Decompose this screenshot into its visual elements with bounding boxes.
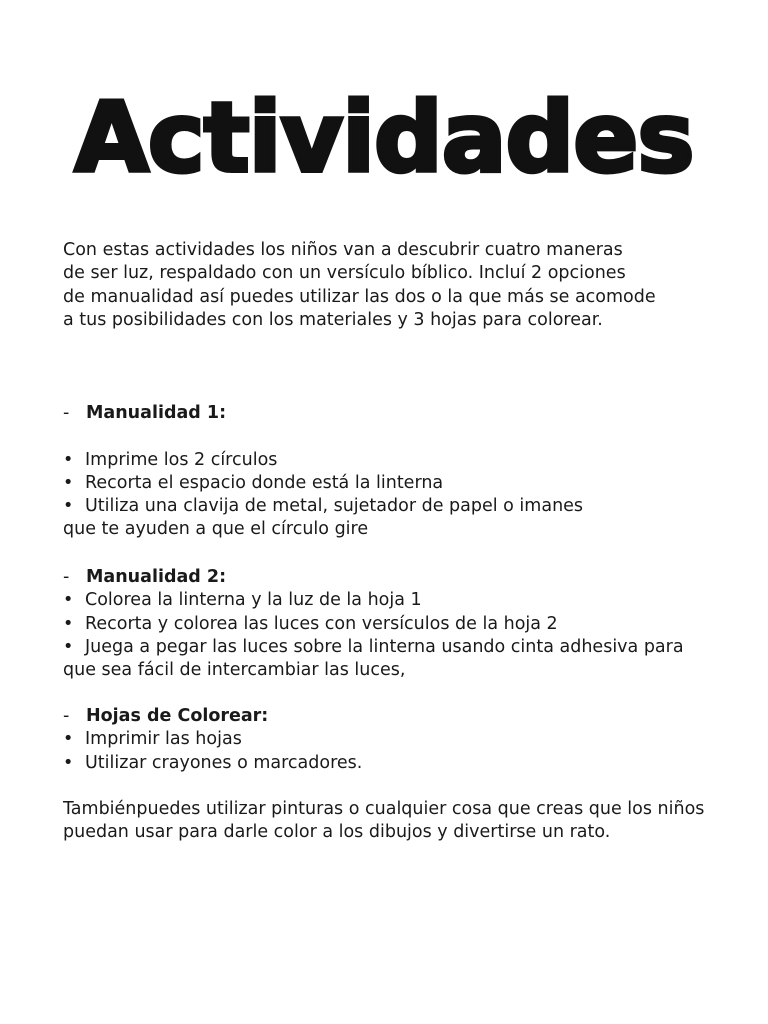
- bullet-marker: •: [63, 590, 74, 611]
- list-item-text: Utilizar crayones o marcadores.: [85, 752, 363, 773]
- list-item: [63, 752, 743, 775]
- list-item-text: Recorta y colorea las luces con versículos de la hoja 2: [85, 613, 558, 634]
- list-item: [63, 636, 743, 659]
- list-item: [63, 449, 743, 472]
- intro-paragraph: [63, 239, 743, 332]
- bullet-marker: •: [63, 613, 74, 634]
- page-title: Actividades: [74, 82, 694, 194]
- bullet-marker: •: [63, 636, 74, 657]
- list-item: [63, 472, 743, 495]
- list-item-text: Recorta el espacio donde está la linterna: [85, 472, 444, 493]
- spacer: [63, 425, 743, 448]
- list-continuation: que sea fácil de intercambiar las luces,: [63, 660, 406, 681]
- list-item: [63, 495, 743, 518]
- list-item: [63, 728, 743, 751]
- list-item-text: Imprime los 2 círculos: [85, 449, 278, 470]
- bullet-marker: •: [63, 729, 74, 750]
- closing-line: Tambiénpuedes utilizar pinturas o cualquier cosa que creas que los niños: [63, 799, 705, 819]
- closing-line: puedan usar para darle color a los dibujos y divertirse un rato.: [63, 822, 611, 843]
- section-manualidad-1: [63, 402, 743, 542]
- bullet-marker: •: [63, 496, 74, 517]
- list-item-text: Juega a pegar las luces sobre la linterna usando cinta adhesiva para: [85, 636, 684, 657]
- intro-line: de manualidad así puedes utilizar las dos o la que más se acomode: [63, 286, 656, 307]
- intro-line: Con estas actividades los niños van a descubrir cuatro maneras: [63, 240, 623, 260]
- heading-label: Manualidad 1:: [86, 403, 227, 423]
- heading-label: Hojas de Colorear:: [86, 706, 269, 726]
- heading-label: Manualidad 2:: [86, 567, 227, 587]
- list-continuation: que te ayuden a que el círculo gire: [63, 519, 369, 540]
- section-heading: [63, 705, 743, 728]
- intro-line: a tus posibilidades con los materiales y 3 hojas para colorear.: [63, 309, 603, 330]
- list-item-text: Utiliza una clavija de metal, sujetador de papel o imanes: [85, 496, 584, 517]
- intro-line: de ser luz, respaldado con un versículo bíblico. Incluí 2 opciones: [63, 263, 626, 284]
- dash-marker: -: [63, 706, 70, 726]
- section-heading: [63, 402, 743, 425]
- list-item: [63, 589, 743, 612]
- closing-paragraph: [63, 798, 743, 845]
- list-item-text: Imprimir las hojas: [85, 729, 242, 750]
- section-manualidad-2: [63, 566, 743, 682]
- dash-marker: -: [63, 403, 70, 423]
- section-heading: [63, 566, 743, 589]
- bullet-marker: •: [63, 752, 74, 773]
- bullet-marker: •: [63, 472, 74, 493]
- bullet-marker: •: [63, 449, 74, 470]
- list-item-text: Colorea la linterna y la luz de la hoja 1: [85, 590, 422, 611]
- section-hojas-colorear: [63, 705, 743, 775]
- list-item: [63, 613, 743, 636]
- dash-marker: -: [63, 567, 70, 587]
